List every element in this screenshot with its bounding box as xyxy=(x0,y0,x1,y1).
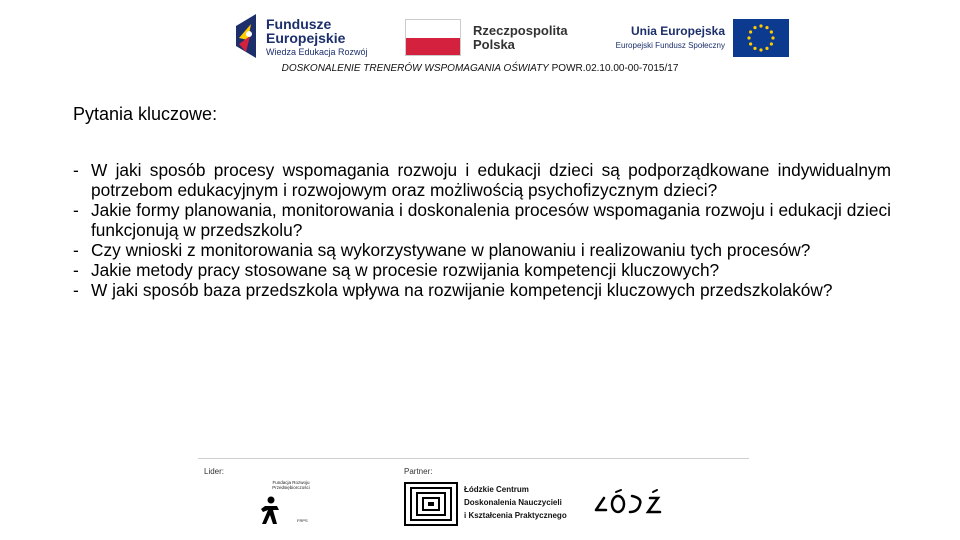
eu-star-icon xyxy=(770,42,773,45)
question-item xyxy=(73,260,891,280)
question-text: Jakie formy planowania, monitorowania i doskonalenia procesów wspomagania rozwoju i edukacji dzieci funkcjonują w przedszkolu? xyxy=(91,200,891,240)
eu-star-icon xyxy=(747,36,750,39)
lcd-line1: Łódzkie Centrum xyxy=(464,485,529,494)
lcd-logo-text xyxy=(464,483,567,522)
lider-label: Lider: xyxy=(204,467,225,476)
fe-logo-subtitle: Wiedza Edukacja Rozwój xyxy=(266,47,368,57)
eu-star-icon xyxy=(753,26,756,29)
ue-subtitle: Europejski Fundusz Społeczny xyxy=(615,41,725,50)
list-bullet: - xyxy=(73,240,79,260)
lcd-square-logo-icon xyxy=(404,482,458,526)
eu-star-icon xyxy=(770,30,773,33)
project-code: POWR.02.10.00-00-7015/17 xyxy=(548,63,679,74)
question-text: W jaki sposób procesy wspomagania rozwoju i edukacji dzieci są podporządkowane indywidualnym potrzebom edukacyjnym i rozwojowym oraz możliwością psychofizycznym dzieci? xyxy=(91,160,891,200)
eu-star-icon xyxy=(759,48,762,51)
walking-figure-icon xyxy=(259,496,285,526)
eu-star-icon xyxy=(753,47,756,50)
rzeczpospolita-logo-text xyxy=(473,24,568,52)
footer-divider xyxy=(198,458,749,459)
fe-logo-line2: Europejskie xyxy=(266,30,346,46)
eu-star-icon xyxy=(749,30,752,33)
lodz-logo-icon xyxy=(592,488,664,518)
fe-star-icon xyxy=(236,14,262,60)
question-item xyxy=(73,280,891,300)
question-item xyxy=(73,160,891,200)
eu-star-icon xyxy=(749,42,752,45)
eu-star-icon xyxy=(771,36,774,39)
rp-line2: Polska xyxy=(473,37,515,52)
lider-logo-small: FRPS xyxy=(297,518,308,523)
list-bullet: - xyxy=(73,200,79,220)
list-bullet: - xyxy=(73,280,79,300)
list-bullet: - xyxy=(73,160,79,180)
eu-star-icon xyxy=(765,26,768,29)
ue-logo-text xyxy=(603,24,725,50)
fundusze-europejskie-logo xyxy=(236,14,376,60)
project-line xyxy=(0,63,960,74)
lider-logo xyxy=(255,478,317,528)
question-text: W jaki sposób baza przedszkola wpływa na rozwijanie kompetencji kluczowych przedszkolaków? xyxy=(91,280,833,300)
lcd-line3: i Kształcenia Praktycznego xyxy=(464,511,567,520)
fe-logo-line1: Fundusze xyxy=(266,16,332,32)
question-item xyxy=(73,200,891,240)
eu-star-icon xyxy=(765,47,768,50)
rp-line1: Rzeczpospolita xyxy=(473,23,568,38)
ue-title: Unia Europejska xyxy=(630,24,725,38)
lider-logo-text: Fundacja Rozwoju Przedsiębiorczości xyxy=(272,480,310,490)
poland-flag-icon xyxy=(405,19,461,56)
eu-star-icon xyxy=(759,24,762,27)
question-text: Jakie metody pracy stosowane są w procesie rozwijania kompetencji kluczowych? xyxy=(91,260,720,280)
question-text: Czy wnioski z monitorowania są wykorzystywane w planowaniu i realizowaniu tych procesów? xyxy=(91,240,811,260)
list-bullet: - xyxy=(73,260,79,280)
question-item xyxy=(73,240,891,260)
project-name: DOSKONALENIE TRENERÓW WSPOMAGANIA OŚWIATY xyxy=(281,63,549,74)
questions-list xyxy=(73,160,891,300)
partner-label: Partner: xyxy=(404,467,433,476)
page-heading: Pytania kluczowe: xyxy=(73,104,218,124)
eu-flag-icon xyxy=(733,19,789,57)
lcd-line2: Doskonalenia Nauczycieli xyxy=(464,498,562,507)
